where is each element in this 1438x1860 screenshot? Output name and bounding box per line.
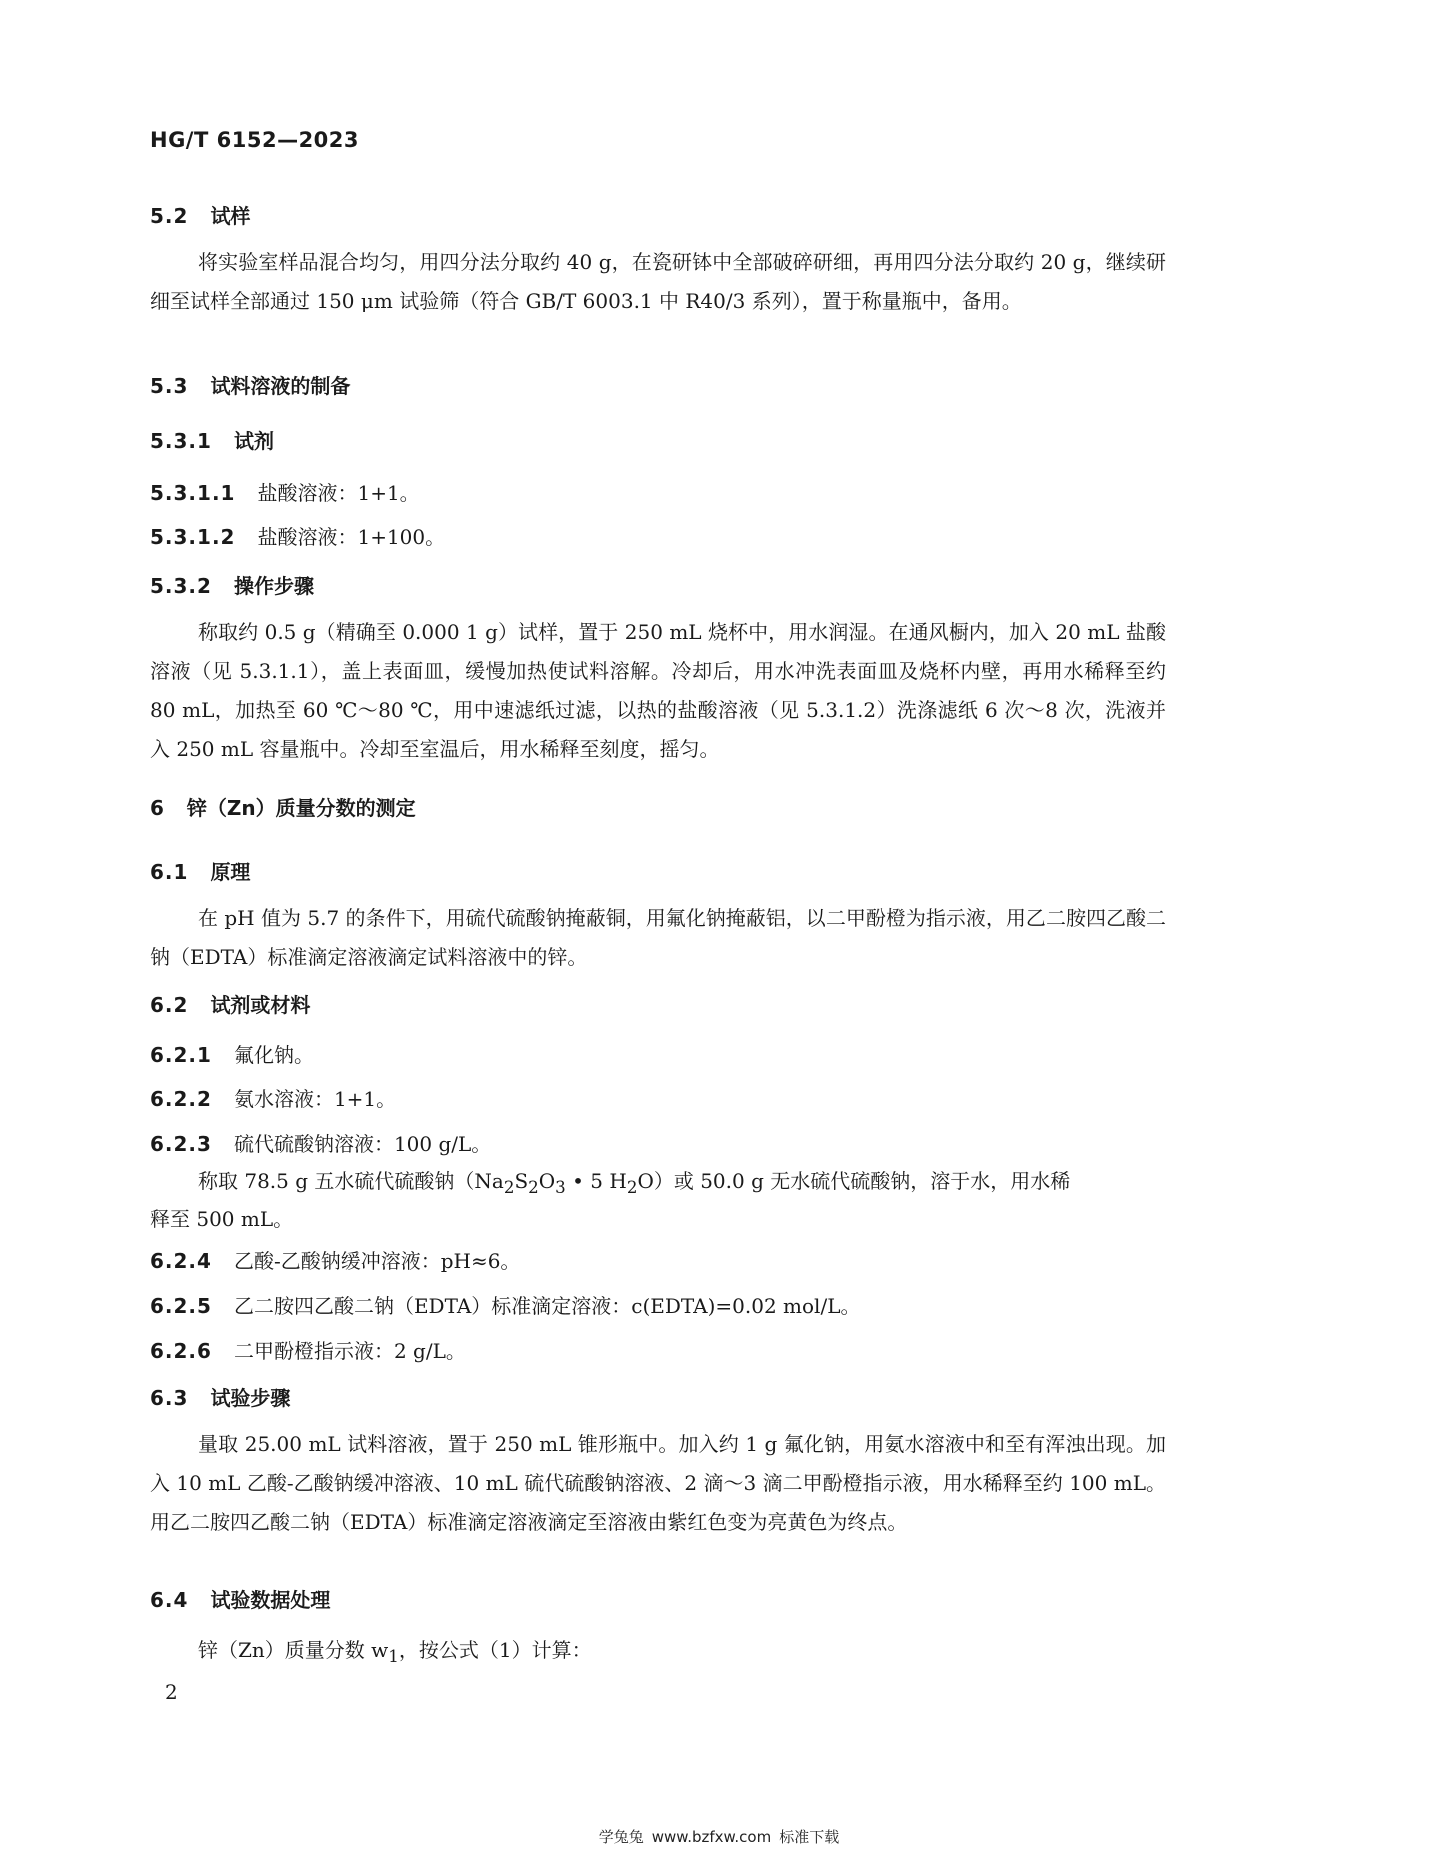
paragraph-6-2-3-line2: 释至 500 mL。 xyxy=(150,1207,294,1231)
heading-6-4 xyxy=(150,1584,330,1613)
heading-6 xyxy=(150,792,416,821)
text-run: • 5 H xyxy=(565,1169,627,1193)
item-5-3-1-1 xyxy=(150,477,420,506)
section-number: 5.3 xyxy=(150,374,189,398)
standard-code: HG/T 6152—2023 xyxy=(150,128,360,152)
item-text: 盐酸溶液：1+100。 xyxy=(257,525,446,549)
item-5-3-1-2 xyxy=(150,521,445,550)
section-title: 试剂 xyxy=(233,429,274,453)
section-number: 6.3 xyxy=(150,1386,189,1410)
section-title: 试验步骤 xyxy=(210,1386,291,1410)
text-run: O）或 50.0 g 无水硫代硫酸钠，溶于水，用水稀 xyxy=(637,1169,1071,1193)
heading-5-2 xyxy=(150,200,250,229)
item-6-2-3 xyxy=(150,1128,491,1157)
item-text: 氟化钠。 xyxy=(233,1043,314,1067)
footer-tag: 标准下载 xyxy=(779,1828,840,1846)
footer-site: 学兔兔 xyxy=(598,1828,644,1846)
paragraph-5-2: 将实验室样品混合均匀，用四分法分取约 40 g，在瓷研钵中全部破碎研细，再用四分法分取约 20 g，继续研细至试样全部通过 150 μm 试验筛（符合 GB/T 6003.1 中 R40/3 系列），置于称量瓶中，备用。 xyxy=(150,250,1166,313)
section-number: 5.2 xyxy=(150,204,189,228)
item-number: 6.2.4 xyxy=(150,1249,212,1273)
heading-5-3-1 xyxy=(150,425,274,454)
footer-watermark xyxy=(0,1826,1438,1847)
text-run: 称取 78.5 g 五水硫代硫酸钠（Na xyxy=(198,1169,504,1193)
text-run: S xyxy=(514,1169,529,1193)
item-6-2-6 xyxy=(150,1335,466,1364)
item-6-2-1 xyxy=(150,1039,314,1068)
item-number: 6.2.3 xyxy=(150,1132,212,1156)
item-6-2-2 xyxy=(150,1083,396,1112)
section-title: 原理 xyxy=(210,860,251,884)
text-run: ，按公式（1）计算： xyxy=(398,1638,592,1662)
item-text: 盐酸溶液：1+1。 xyxy=(257,481,420,505)
section-number: 6.1 xyxy=(150,860,189,884)
text-run: 锌（Zn）质量分数 w xyxy=(198,1638,389,1662)
heading-6-2 xyxy=(150,989,310,1018)
item-number: 5.3.1.2 xyxy=(150,525,236,549)
item-text: 硫代硫酸钠溶液：100 g/L。 xyxy=(233,1132,492,1156)
heading-5-3-2 xyxy=(150,570,314,599)
footer-url[interactable]: www.bzfxw.com xyxy=(651,1828,772,1846)
section-title: 锌（Zn）质量分数的测定 xyxy=(186,796,416,820)
page-number: 2 xyxy=(165,1680,178,1704)
section-number: 5.3.1 xyxy=(150,429,212,453)
item-number: 6.2.5 xyxy=(150,1294,212,1318)
section-title: 试料溶液的制备 xyxy=(210,374,351,398)
item-number: 6.2.6 xyxy=(150,1339,212,1363)
subscript: 2 xyxy=(503,1178,515,1197)
section-number: 5.3.2 xyxy=(150,574,212,598)
item-number: 6.2.1 xyxy=(150,1043,212,1067)
text-run: O xyxy=(538,1169,556,1193)
item-6-2-4 xyxy=(150,1245,520,1274)
item-text: 乙酸-乙酸钠缓冲溶液：pH≈6。 xyxy=(233,1249,521,1273)
subscript: 3 xyxy=(555,1178,566,1197)
heading-6-3 xyxy=(150,1382,290,1411)
section-title: 试剂或材料 xyxy=(210,993,311,1017)
section-title: 试验数据处理 xyxy=(210,1588,331,1612)
heading-5-3 xyxy=(150,370,350,399)
section-number: 6 xyxy=(150,796,165,820)
item-text: 二甲酚橙指示液：2 g/L。 xyxy=(233,1339,466,1363)
section-title: 试样 xyxy=(210,204,251,228)
paragraph-6-1: 在 pH 值为 5.7 的条件下，用硫代硫酸钠掩蔽铜，用氟化钠掩蔽铝，以二甲酚橙为指示液，用乙二胺四乙酸二钠（EDTA）标准滴定溶液滴定试料溶液中的锌。 xyxy=(150,906,1166,969)
item-text: 氨水溶液：1+1。 xyxy=(233,1087,397,1111)
item-number: 6.2.2 xyxy=(150,1087,212,1111)
paragraph-5-3-2: 称取约 0.5 g（精确至 0.000 1 g）试样，置于 250 mL 烧杯中，用水润湿。在通风橱内，加入 20 mL 盐酸溶液（见 5.3.1.1），盖上表面皿，缓慢加热使试料溶解。冷却后，用水冲洗表面皿及烧杯内壁，再用水稀释至约 80 mL，加热至 60 ℃～80 ℃，用中速滤纸过滤，以热的盐酸溶液（见 5.3.1.2）洗涤滤纸 6 次～8 次，洗液并入 250 mL 容量瓶中。冷却至室温后，用水稀释至刻度，摇匀。 xyxy=(150,620,1166,761)
subscript: 1 xyxy=(388,1647,399,1666)
section-number: 6.4 xyxy=(150,1588,189,1612)
item-text: 乙二胺四乙酸二钠（EDTA）标准滴定溶液：c(EDTA)=0.02 mol/L。 xyxy=(233,1294,861,1318)
paragraph-6-4 xyxy=(198,1634,592,1666)
section-title: 操作步骤 xyxy=(233,574,314,598)
item-6-2-5 xyxy=(150,1290,860,1319)
heading-6-1 xyxy=(150,856,250,885)
section-number: 6.2 xyxy=(150,993,189,1017)
item-number: 5.3.1.1 xyxy=(150,481,236,505)
paragraph-6-3: 量取 25.00 mL 试料溶液，置于 250 mL 锥形瓶中。加入约 1 g 氟化钠，用氨水溶液中和至有浑浊出现。加入 10 mL 乙酸-乙酸钠缓冲溶液、10 mL 硫代硫酸钠溶液、2 滴～3 滴二甲酚橙指示液，用水稀释至约 100 mL。用乙二胺四乙酸二钠（EDTA）标准滴定溶液滴定至溶液由紫红色变为亮黄色为终点。 xyxy=(150,1432,1166,1534)
paragraph-6-2-3-line1 xyxy=(198,1165,1070,1197)
subscript: 2 xyxy=(626,1178,638,1197)
subscript: 2 xyxy=(528,1178,539,1197)
